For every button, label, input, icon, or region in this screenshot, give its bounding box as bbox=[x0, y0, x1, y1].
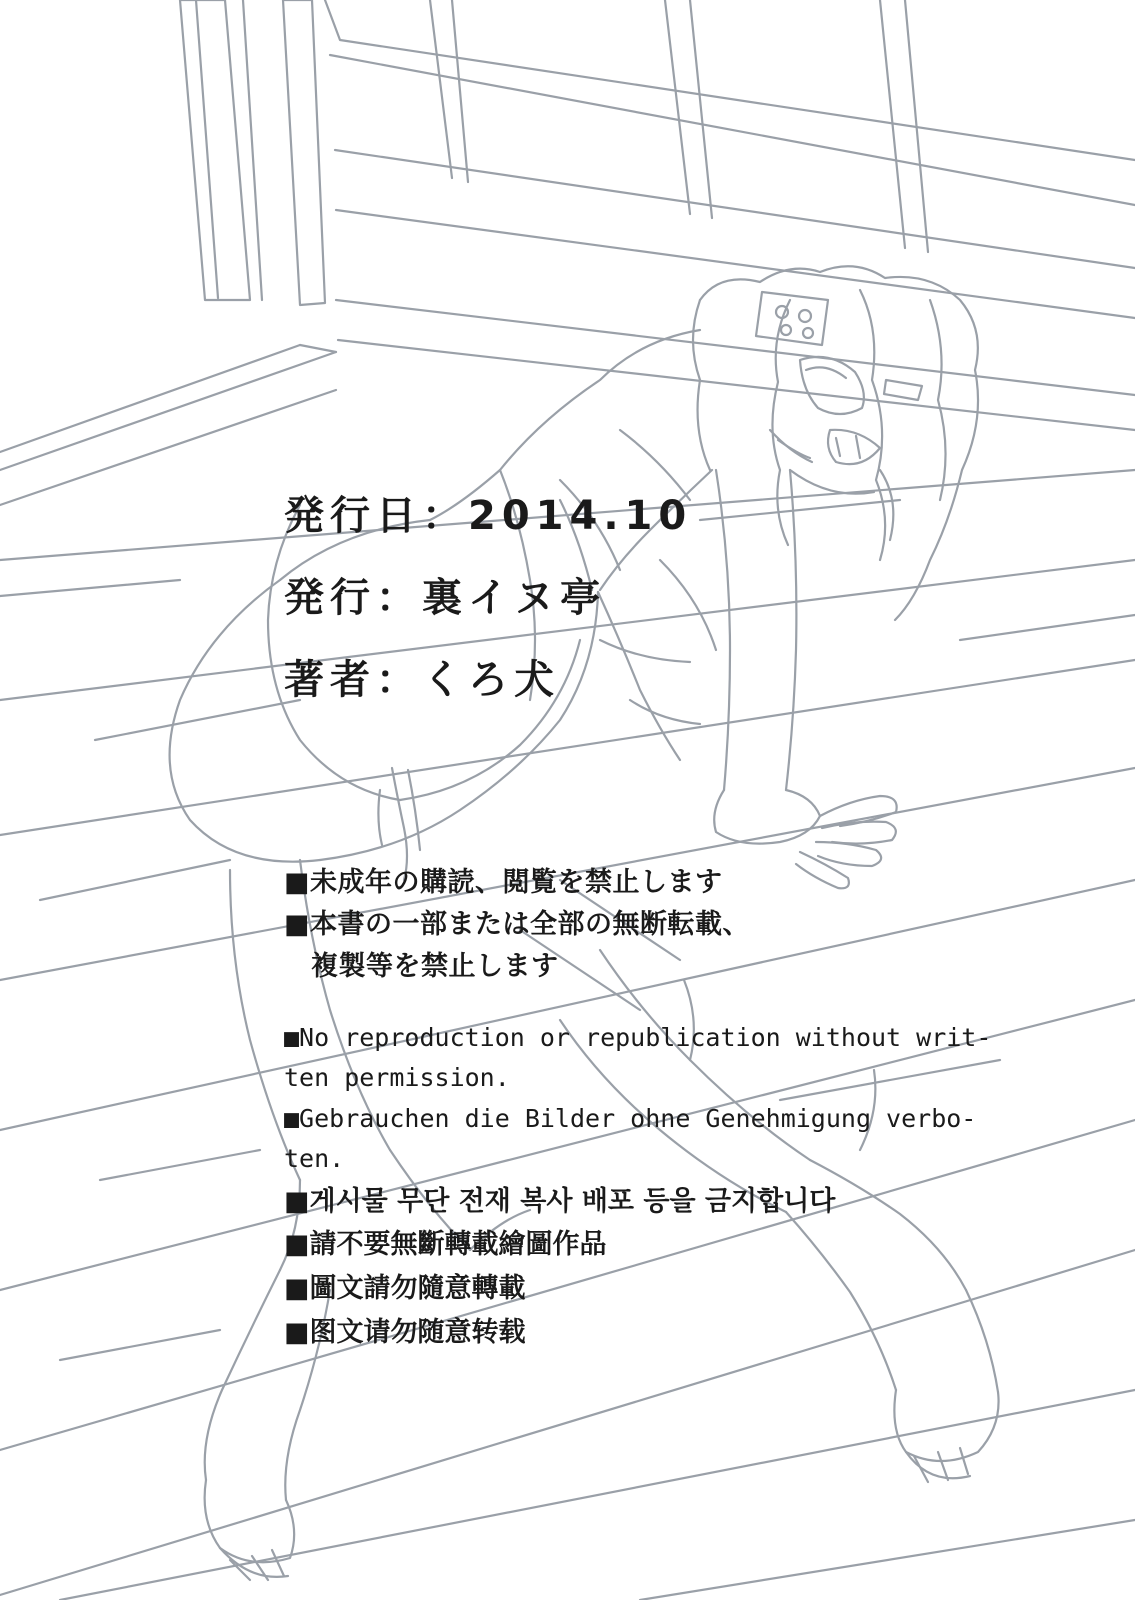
notice-german-2: ten. bbox=[284, 1144, 345, 1174]
notice-spacer bbox=[284, 988, 1104, 1018]
colophon-line-publisher: 発行：裏イヌ亭 bbox=[284, 575, 606, 621]
notice-korean: ■게시물 무단 전재 복사 배포 등을 금지합니다 bbox=[284, 1185, 836, 1217]
colophon-block bbox=[284, 493, 1084, 742]
notice-german-1: ■Gebrauchen die Bilder ohne Genehmigung verbo- bbox=[284, 1103, 977, 1133]
notice-traditional-chinese-1: ■請不要無斷轉載繪圖作品 bbox=[284, 1229, 607, 1261]
notice-reproduction-ja-1: ■本書の一部または全部の無断転載、 bbox=[284, 908, 751, 940]
notices-block bbox=[284, 862, 1104, 1354]
notice-reproduction-ja-2: 複製等を禁止します bbox=[311, 950, 559, 982]
notice-english-1: ■No reproduction or republication without writ- bbox=[284, 1022, 992, 1052]
notice-simplified-chinese: ■图文请勿随意转载 bbox=[284, 1316, 526, 1348]
notice-minors: ■未成年の購読、閲覧を禁止します bbox=[284, 867, 723, 898]
colophon-line-publish-date: 発行日：2014.10 bbox=[284, 493, 693, 539]
notice-english-2: ten permission. bbox=[284, 1063, 510, 1093]
notice-traditional-chinese-2: ■圖文請勿隨意轉載 bbox=[284, 1273, 526, 1304]
colophon-line-author: 著者：くろ犬 bbox=[284, 657, 560, 703]
